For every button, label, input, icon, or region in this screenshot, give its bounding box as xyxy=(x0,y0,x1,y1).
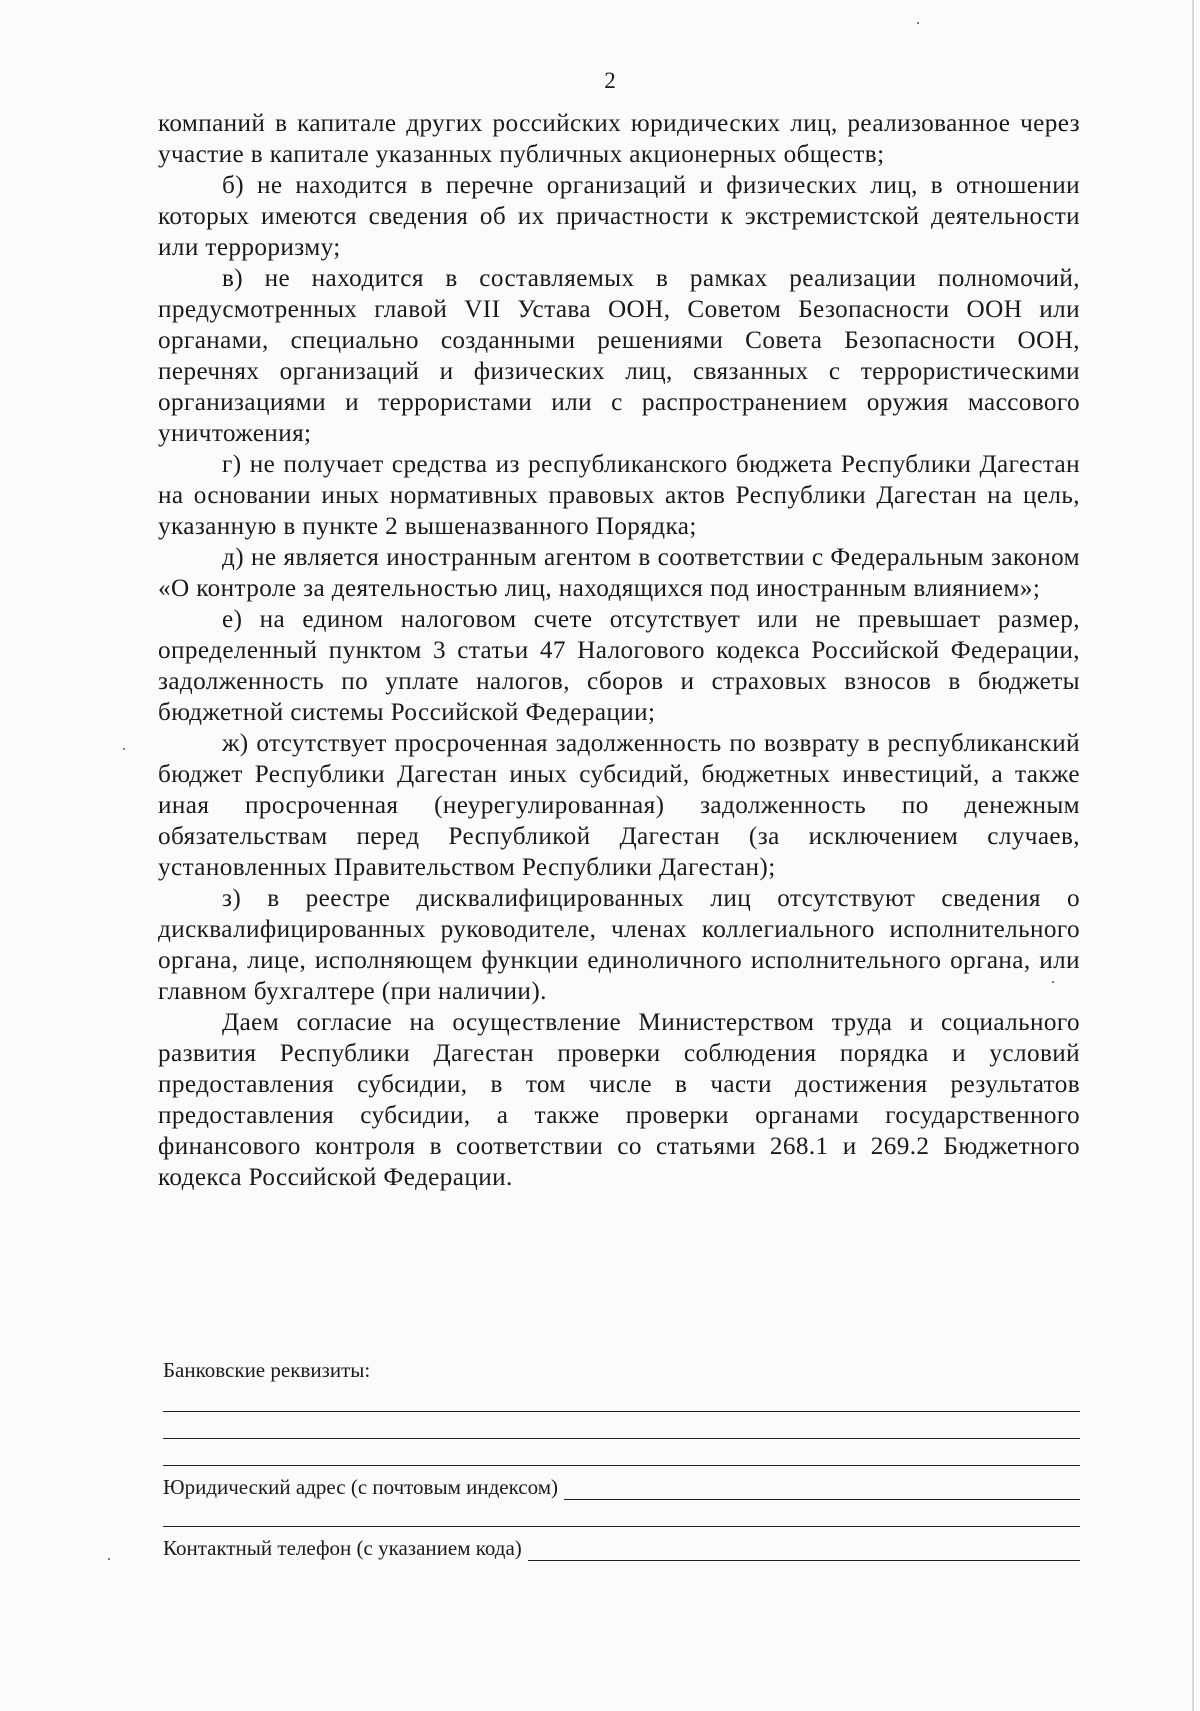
phone-row xyxy=(163,1527,1080,1561)
page-number: 2 xyxy=(604,68,616,93)
phone-label: Контактный телефон (с указанием кода) xyxy=(163,1536,522,1560)
scan-speck xyxy=(108,1558,110,1560)
legal-address-line xyxy=(564,1477,1080,1500)
paragraph-item-z: з) в реестре дисквалифицированных лиц отсутствуют сведения о дисквалифицированных руководителе, членах коллегиального исполнительного органа, лице, исполняющем функции единоличного исполнительного органа, или главном бухгалтере (при наличии). xyxy=(158,885,1080,1005)
document-body xyxy=(158,108,1080,1193)
bank-details-line-1 xyxy=(163,1385,1080,1412)
legal-address-row xyxy=(163,1466,1080,1500)
phone-line xyxy=(528,1538,1080,1561)
paragraph-item-e: е) на едином налоговом счете отсутствует или не превышает размер, определенный пунктом 3 статьи 47 Налогового кодекса Российской Федерации, задолженность по уплате налогов, сборов и страховых взносов в бюджеты бюджетной системы Российской Федерации; xyxy=(158,606,1080,726)
paragraph-continuation: компаний в капитале других российских юридических лиц, реализованное через участие в капитале указанных публичных акционерных обществ; xyxy=(158,110,1080,168)
paragraph-item-d: д) не является иностранным агентом в соответствии с Федеральным законом «О контроле за деятельностью лиц, находящихся под иностранным влиянием»; xyxy=(158,544,1080,602)
legal-address-line-2 xyxy=(163,1500,1080,1527)
requisites-form xyxy=(163,1355,1080,1561)
scan-speck xyxy=(123,748,125,750)
legal-address-label: Юридический адрес (с почтовым индексом) xyxy=(163,1475,558,1499)
paragraph-item-v: в) не находится в составляемых в рамках реализации полномочий, предусмотренных главой VII Устава ООН, Советом Безопасности ООН или органами, специально созданными решениями Совета Безопасности ООН, перечнях организаций и физических лиц, связанных с террористическими организациями и террористами или с распространением оружия массового уничтожения; xyxy=(158,265,1080,447)
paragraph-item-b: б) не находится в перечне организаций и физических лиц, в отношении которых имеются сведения об их причастности к экстремистской деятельности или терроризму; xyxy=(158,172,1080,261)
paragraph-item-g: г) не получает средства из республиканского бюджета Республики Дагестан на основании иных нормативных правовых актов Республики Дагестан на цель, указанную в пункте 2 вышеназванного Порядка; xyxy=(158,451,1080,540)
scan-edge xyxy=(1192,0,1194,1711)
bank-details-label: Банковские реквизиты: xyxy=(163,1358,371,1382)
paragraph-item-zh: ж) отсутствует просроченная задолженность по возврату в республиканский бюджет Республики Дагестан иных субсидий, бюджетных инвестиций, а также иная просроченная (неурегулированная) задолженность по денежным обязательствам перед Республикой Дагестан (за исключением случаев, установленных Правительством Республики Дагестан); xyxy=(158,730,1080,881)
bank-details-line-3 xyxy=(163,1439,1080,1466)
scan-speck xyxy=(1052,981,1054,983)
paragraph-consent: Даем согласие на осуществление Министерством труда и социального развития Республики Дагестан проверки соблюдения порядка и условий предоставления субсидии, в том числе в части достижения результатов предоставления субсидии, а также проверки органами государственного финансового контроля в соответствии со статьями 268.1 и 269.2 Бюджетного кодекса Российской Федерации. xyxy=(158,1009,1080,1191)
bank-details-line-2 xyxy=(163,1412,1080,1439)
scan-speck xyxy=(917,22,919,24)
